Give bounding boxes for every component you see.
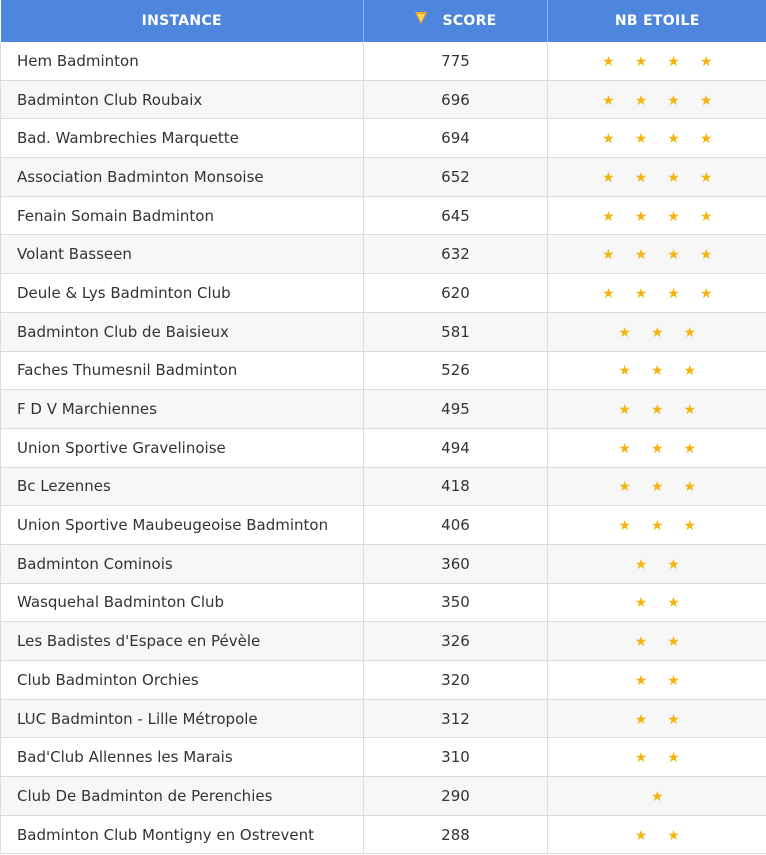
star-icon: ★ bbox=[667, 208, 680, 225]
star-icon: ★ bbox=[667, 92, 680, 109]
star-icon: ★ bbox=[602, 285, 615, 302]
score-cell: 494 bbox=[364, 428, 548, 467]
stars-cell bbox=[548, 622, 766, 661]
instance-cell: Club De Badminton de Perenchies bbox=[1, 777, 364, 816]
star-icon: ★ bbox=[667, 247, 680, 264]
score-cell: 632 bbox=[364, 235, 548, 274]
star-icon: ★ bbox=[602, 53, 615, 70]
instance-cell: Hem Badminton bbox=[1, 42, 364, 80]
column-header-stars-label: NB ETOILE bbox=[614, 13, 700, 29]
stars-cell bbox=[548, 428, 766, 467]
score-cell: 320 bbox=[364, 661, 548, 700]
score-cell: 418 bbox=[364, 467, 548, 506]
stars-cell bbox=[548, 196, 766, 235]
stars-cell bbox=[548, 312, 766, 351]
score-cell: 652 bbox=[364, 158, 548, 197]
instance-cell: Bad. Wambrechies Marquette bbox=[1, 119, 364, 158]
star-icon: ★ bbox=[618, 479, 631, 496]
table-row bbox=[1, 699, 766, 738]
star-icon: ★ bbox=[650, 363, 664, 380]
column-header-score-label: SCORE bbox=[442, 13, 497, 29]
table-row bbox=[1, 80, 766, 119]
table-row bbox=[1, 428, 766, 467]
star-icon: ★ bbox=[618, 402, 631, 419]
star-icon: ★ bbox=[634, 53, 648, 70]
star-icon: ★ bbox=[634, 634, 648, 651]
instance-cell: Fenain Somain Badminton bbox=[1, 196, 364, 235]
instance-cell: LUC Badminton - Lille Métropole bbox=[1, 699, 364, 738]
instance-cell: Bc Lezennes bbox=[1, 467, 364, 506]
star-icon: ★ bbox=[683, 402, 697, 419]
instance-cell: Badminton Cominois bbox=[1, 544, 364, 583]
table-row bbox=[1, 312, 766, 351]
star-icon: ★ bbox=[667, 131, 680, 148]
score-cell: 645 bbox=[364, 196, 548, 235]
score-cell: 290 bbox=[364, 777, 548, 816]
star-icon: ★ bbox=[634, 131, 648, 148]
star-icon: ★ bbox=[634, 595, 648, 612]
stars-cell bbox=[548, 390, 766, 429]
stars-cell bbox=[548, 777, 766, 816]
table-row bbox=[1, 777, 766, 816]
instance-cell: Club Badminton Orchies bbox=[1, 661, 364, 700]
star-icon: ★ bbox=[683, 440, 697, 457]
star-icon: ★ bbox=[667, 750, 680, 767]
instance-cell: Bad'Club Allennes les Marais bbox=[1, 738, 364, 777]
table-body bbox=[1, 42, 766, 854]
stars-cell bbox=[548, 42, 766, 80]
star-icon: ★ bbox=[650, 402, 664, 419]
star-icon: ★ bbox=[650, 440, 664, 457]
instance-cell: Badminton Club de Baisieux bbox=[1, 312, 364, 351]
star-icon: ★ bbox=[634, 711, 648, 728]
star-icon: ★ bbox=[650, 788, 664, 805]
stars-cell bbox=[548, 235, 766, 274]
star-icon: ★ bbox=[634, 285, 648, 302]
instance-cell: Union Sportive Gravelinoise bbox=[1, 428, 364, 467]
star-icon: ★ bbox=[667, 169, 680, 186]
star-icon: ★ bbox=[602, 247, 615, 264]
table-row bbox=[1, 235, 766, 274]
star-icon: ★ bbox=[699, 92, 713, 109]
instance-cell: Volant Basseen bbox=[1, 235, 364, 274]
score-cell: 288 bbox=[364, 815, 548, 854]
star-icon: ★ bbox=[667, 827, 680, 844]
table-row bbox=[1, 390, 766, 429]
star-icon: ★ bbox=[699, 208, 713, 225]
table-row bbox=[1, 544, 766, 583]
score-cell: 526 bbox=[364, 351, 548, 390]
stars-cell bbox=[548, 158, 766, 197]
star-icon: ★ bbox=[602, 131, 615, 148]
table-row bbox=[1, 467, 766, 506]
star-icon: ★ bbox=[699, 285, 713, 302]
instance-cell: Union Sportive Maubeugeoise Badminton bbox=[1, 506, 364, 545]
instance-cell: Association Badminton Monsoise bbox=[1, 158, 364, 197]
stars-cell bbox=[548, 467, 766, 506]
star-icon: ★ bbox=[683, 479, 697, 496]
score-cell: 620 bbox=[364, 274, 548, 313]
stars-cell bbox=[548, 583, 766, 622]
table-row bbox=[1, 506, 766, 545]
column-header-score[interactable] bbox=[364, 0, 548, 42]
stars-cell bbox=[548, 738, 766, 777]
star-icon: ★ bbox=[634, 827, 648, 844]
table-row bbox=[1, 583, 766, 622]
star-icon: ★ bbox=[667, 672, 680, 689]
star-icon: ★ bbox=[667, 556, 680, 573]
star-icon: ★ bbox=[634, 556, 648, 573]
table-row bbox=[1, 119, 766, 158]
table-row bbox=[1, 274, 766, 313]
star-icon: ★ bbox=[634, 750, 648, 767]
score-cell: 581 bbox=[364, 312, 548, 351]
table-row bbox=[1, 738, 766, 777]
score-cell: 775 bbox=[364, 42, 548, 80]
star-icon: ★ bbox=[683, 363, 697, 380]
instance-cell: Deule & Lys Badminton Club bbox=[1, 274, 364, 313]
instance-cell: Les Badistes d'Espace en Pévèle bbox=[1, 622, 364, 661]
star-icon: ★ bbox=[634, 208, 648, 225]
column-header-instance-label: INSTANCE bbox=[141, 13, 222, 29]
star-icon: ★ bbox=[634, 169, 648, 186]
table-row bbox=[1, 196, 766, 235]
star-icon: ★ bbox=[618, 518, 631, 535]
star-icon: ★ bbox=[602, 208, 615, 225]
instance-cell: Badminton Club Montigny en Ostrevent bbox=[1, 815, 364, 854]
star-icon: ★ bbox=[634, 92, 648, 109]
stars-cell bbox=[548, 699, 766, 738]
stars-cell bbox=[548, 661, 766, 700]
table-row bbox=[1, 42, 766, 80]
table-row bbox=[1, 661, 766, 700]
table-row bbox=[1, 622, 766, 661]
star-icon: ★ bbox=[650, 479, 664, 496]
star-icon: ★ bbox=[667, 595, 680, 612]
star-icon: ★ bbox=[650, 518, 664, 535]
star-icon: ★ bbox=[618, 440, 631, 457]
star-icon: ★ bbox=[602, 169, 615, 186]
column-header-instance[interactable] bbox=[1, 0, 364, 42]
star-icon: ★ bbox=[667, 53, 680, 70]
score-cell: 350 bbox=[364, 583, 548, 622]
table-row bbox=[1, 815, 766, 854]
star-icon: ★ bbox=[683, 518, 697, 535]
stars-cell bbox=[548, 274, 766, 313]
score-cell: 360 bbox=[364, 544, 548, 583]
instance-cell: Badminton Club Roubaix bbox=[1, 80, 364, 119]
score-cell: 696 bbox=[364, 80, 548, 119]
star-icon: ★ bbox=[602, 92, 615, 109]
star-icon: ★ bbox=[667, 711, 680, 728]
star-icon: ★ bbox=[650, 324, 664, 341]
stars-cell bbox=[548, 119, 766, 158]
header-row bbox=[1, 0, 766, 42]
stars-cell bbox=[548, 351, 766, 390]
column-header-stars[interactable] bbox=[548, 0, 766, 42]
stars-cell bbox=[548, 544, 766, 583]
star-icon: ★ bbox=[699, 169, 713, 186]
stars-cell bbox=[548, 506, 766, 545]
sort-desc-icon[interactable] bbox=[414, 11, 428, 31]
star-icon: ★ bbox=[699, 53, 713, 70]
star-icon: ★ bbox=[699, 247, 713, 264]
score-cell: 694 bbox=[364, 119, 548, 158]
instance-cell: Faches Thumesnil Badminton bbox=[1, 351, 364, 390]
stars-cell bbox=[548, 80, 766, 119]
instance-cell: Wasquehal Badminton Club bbox=[1, 583, 364, 622]
table-row bbox=[1, 351, 766, 390]
star-icon: ★ bbox=[683, 324, 697, 341]
stars-cell bbox=[548, 815, 766, 854]
score-cell: 312 bbox=[364, 699, 548, 738]
star-icon: ★ bbox=[618, 363, 631, 380]
instance-cell: F D V Marchiennes bbox=[1, 390, 364, 429]
star-icon: ★ bbox=[634, 672, 648, 689]
star-icon: ★ bbox=[699, 131, 713, 148]
score-cell: 406 bbox=[364, 506, 548, 545]
table-row bbox=[1, 158, 766, 197]
star-icon: ★ bbox=[634, 247, 648, 264]
star-icon: ★ bbox=[667, 634, 680, 651]
score-cell: 326 bbox=[364, 622, 548, 661]
star-icon: ★ bbox=[667, 285, 680, 302]
score-cell: 310 bbox=[364, 738, 548, 777]
score-cell: 495 bbox=[364, 390, 548, 429]
star-icon: ★ bbox=[618, 324, 631, 341]
